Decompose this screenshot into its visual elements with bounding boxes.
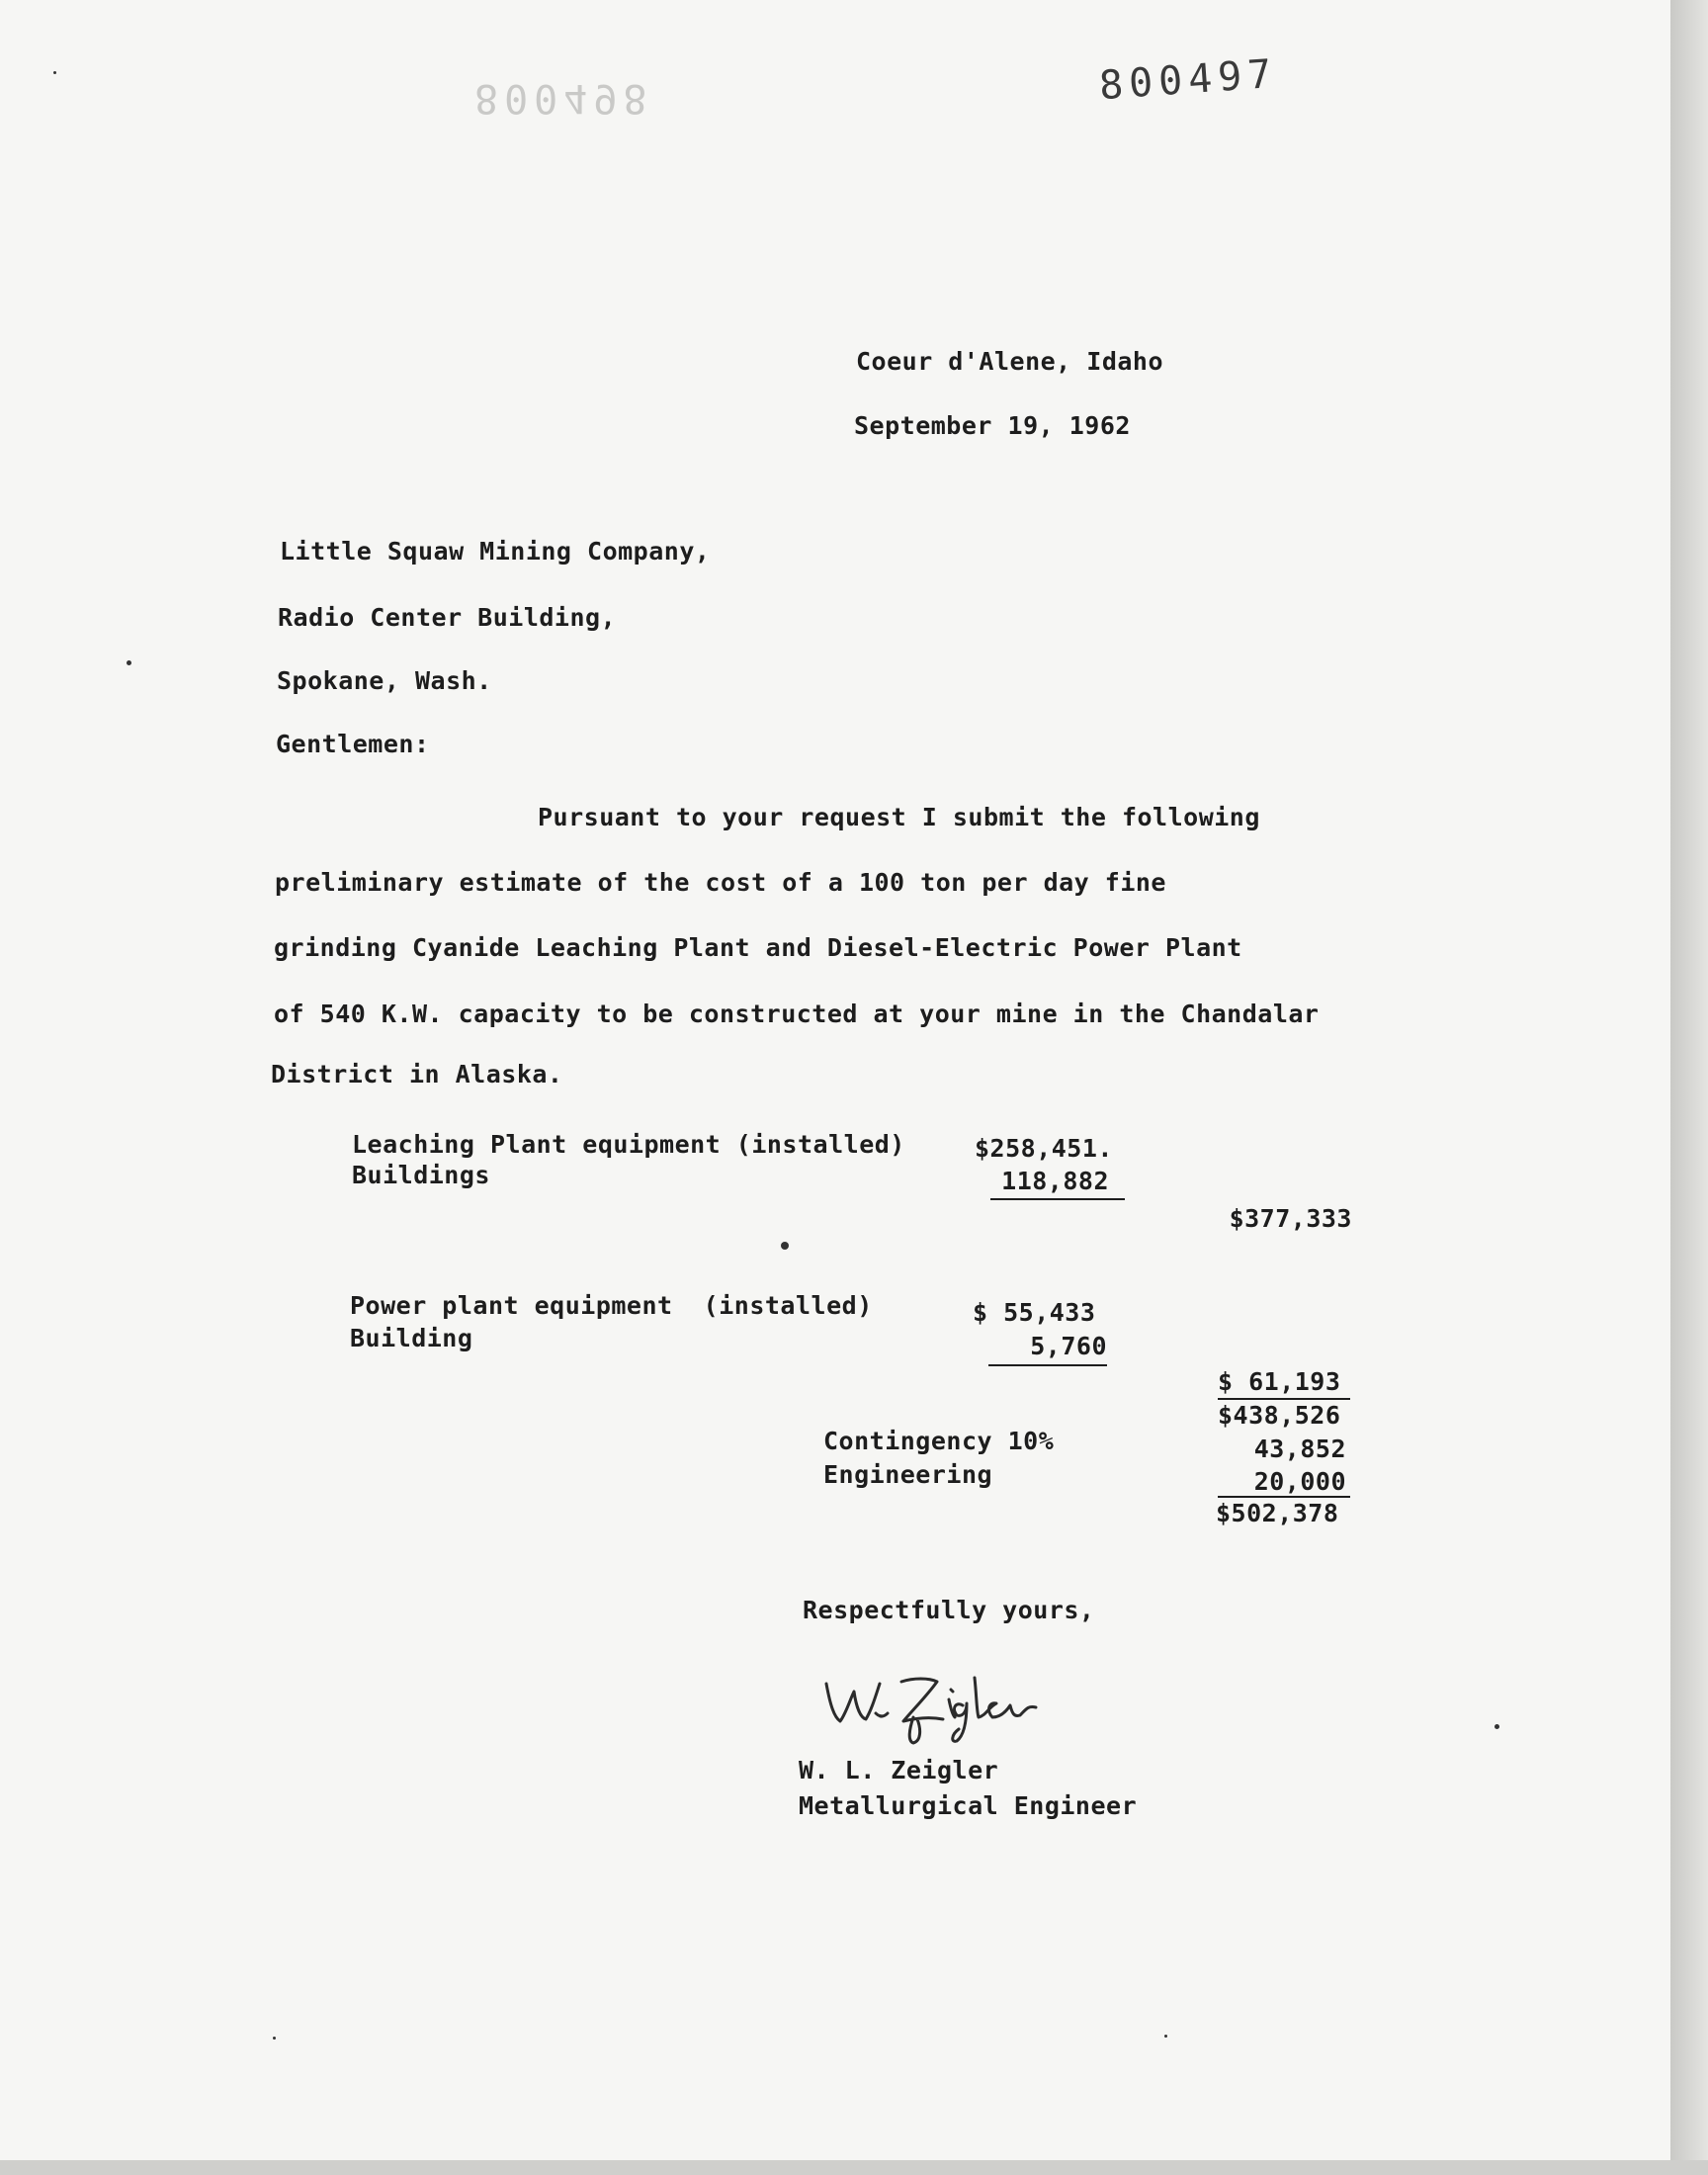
subtotal: $438,526 <box>1218 1401 1341 1430</box>
engineering-underline <box>1218 1496 1350 1498</box>
contingency-value: 43,852 <box>1253 1435 1346 1463</box>
signer-name: W. L. Zeigler <box>799 1756 999 1784</box>
paper-speck <box>127 660 131 665</box>
paper-speck <box>781 1242 789 1250</box>
recipient-building: Radio Center Building, <box>278 603 617 632</box>
letter-place: Coeur d'Alene, Idaho <box>856 347 1164 376</box>
paper-speck <box>1164 2035 1167 2038</box>
building-label: Building <box>350 1324 473 1352</box>
grand-total: $502,378 <box>1216 1499 1339 1527</box>
body-line-4: of 540 K.W. capacity to be constructed at your mine in the Chandalar <box>274 1000 1320 1028</box>
leaching-equipment-label: Leaching Plant equipment (installed) <box>352 1130 905 1159</box>
paper-speck <box>1494 1724 1499 1729</box>
signer-title: Metallurgical Engineer <box>799 1791 1138 1820</box>
engineering-value: 20,000 <box>1253 1467 1346 1496</box>
power-equipment-value: $ 55,433 <box>973 1298 1096 1327</box>
recipient-company: Little Squaw Mining Company, <box>280 537 711 566</box>
building-underline <box>988 1364 1107 1366</box>
letter-date: September 19, 1962 <box>854 411 1131 440</box>
faded-document-stamp: 800498 <box>474 75 653 121</box>
recipient-city: Spokane, Wash. <box>277 666 492 695</box>
leaching-total: $377,333 <box>1229 1204 1352 1233</box>
power-total-underline <box>1218 1398 1350 1400</box>
closing: Respectfully yours, <box>803 1596 1095 1624</box>
paper-speck <box>53 71 56 74</box>
body-line-2: preliminary estimate of the cost of a 100 ton per day fine <box>275 868 1166 897</box>
paper-speck <box>273 2037 276 2040</box>
handwritten-signature <box>818 1656 1115 1750</box>
document-number-stamp: 800497 <box>1097 50 1279 110</box>
body-line-1: Pursuant to your request I submit the following <box>538 803 1260 831</box>
buildings-underline <box>990 1198 1125 1200</box>
engineering-label: Engineering <box>823 1460 993 1489</box>
building-value: 5,760 <box>1030 1332 1107 1360</box>
buildings-label: Buildings <box>352 1161 490 1189</box>
body-line-3: grinding Cyanide Leaching Plant and Diesel-Electric Power Plant <box>274 933 1242 962</box>
page-bottom-shadow <box>0 2160 1708 2175</box>
power-total: $ 61,193 <box>1218 1367 1341 1396</box>
contingency-label: Contingency 10% <box>823 1427 1055 1455</box>
page-edge-shadow <box>1670 0 1708 2175</box>
leaching-equipment-value: $258,451. <box>975 1134 1113 1163</box>
power-equipment-label: Power plant equipment (installed) <box>350 1291 873 1320</box>
body-line-5: District in Alaska. <box>271 1060 563 1088</box>
salutation: Gentlemen: <box>276 730 430 758</box>
buildings-value: 118,882 <box>1001 1167 1109 1195</box>
